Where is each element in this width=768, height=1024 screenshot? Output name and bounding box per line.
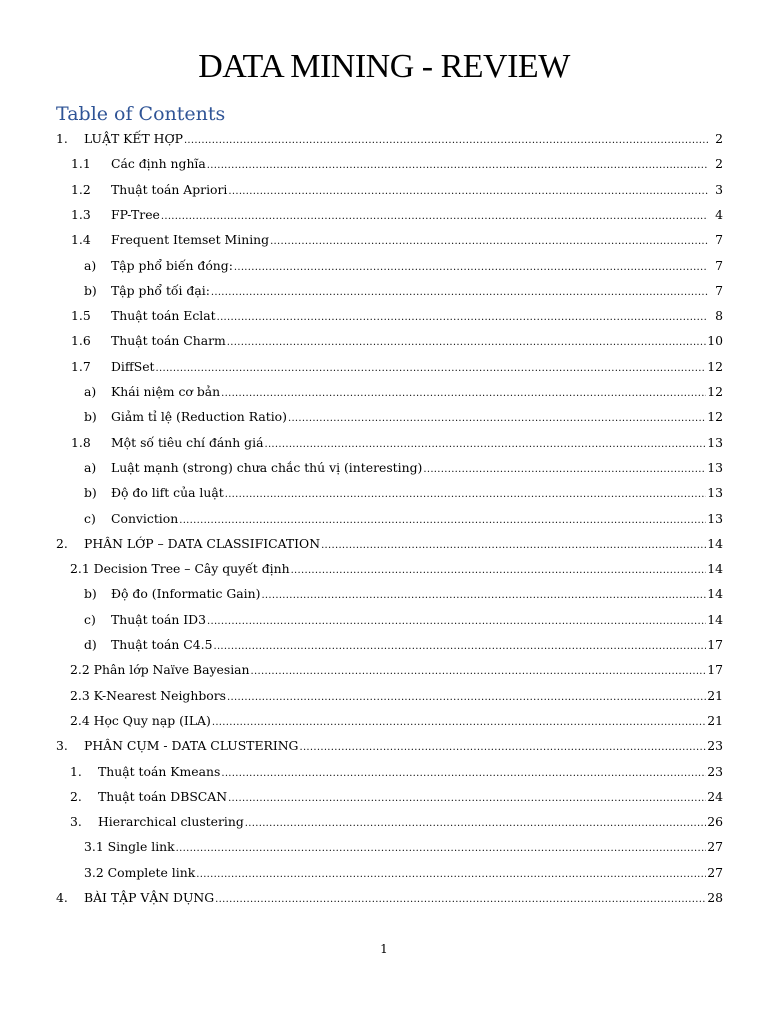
toc-entry-title: DiffSet: [111, 358, 155, 374]
toc-entry-page: 27: [707, 864, 723, 880]
toc-entry-number: b): [84, 282, 97, 298]
toc-entry[interactable]: [0, 281, 768, 301]
toc-entry-number: a): [84, 384, 97, 399]
toc-entry-page: 17: [707, 662, 723, 678]
toc-entry-page: 4: [715, 206, 723, 222]
toc-entry-title: Khái niệm cơ bản: [111, 384, 221, 399]
toc-entry-title: Conviction: [111, 510, 179, 526]
toc-leader-dots: [261, 586, 706, 606]
toc-entry-page: 14: [707, 586, 723, 602]
toc-entry[interactable]: [0, 256, 768, 276]
toc-entry-page: 21: [707, 712, 723, 728]
toc-leader-dots: [270, 232, 708, 252]
toc-leader-dots: [227, 333, 706, 353]
toc-entry[interactable]: [0, 559, 768, 579]
toc-entry-title: PHÂN CỤM - DATA CLUSTERING: [84, 738, 299, 754]
toc-entry-title: Thuật toán Eclat: [111, 308, 216, 324]
toc-leader-dots: [291, 561, 707, 581]
toc-entry-title: Luật mạnh (strong) chưa chắc thú vị (interesting): [111, 459, 423, 475]
toc-leader-dots: [161, 207, 708, 227]
toc-entry-number: 2.: [70, 788, 82, 804]
toc-entry[interactable]: [0, 534, 768, 554]
toc-entry-title: Độ đo (Informatic Gain): [111, 586, 261, 602]
toc-entry-title: Hierarchical clustering: [98, 814, 244, 830]
toc-entry-number: 3.: [56, 738, 68, 754]
toc-leader-dots: [213, 637, 706, 657]
toc-entry-title: 3.1 Single link: [84, 839, 175, 855]
toc-leader-dots: [221, 764, 706, 784]
toc-leader-dots: [245, 814, 706, 834]
toc-entry-number: 1.1: [71, 156, 91, 172]
toc-leader-dots: [196, 865, 706, 885]
toc-leader-dots: [234, 258, 708, 278]
toc-entry[interactable]: [0, 357, 768, 377]
toc-entry[interactable]: [0, 306, 768, 326]
toc-entry-number: b): [84, 485, 97, 501]
toc-entry[interactable]: [0, 433, 768, 453]
toc-entry-page: 13: [707, 434, 723, 450]
toc-entry-title: Thuật toán Apriori: [111, 181, 228, 197]
toc-entry-page: 14: [707, 561, 723, 577]
toc-entry-title: Các định nghĩa: [111, 156, 206, 172]
toc-entry-number: b): [84, 586, 97, 602]
toc-entry[interactable]: [0, 711, 768, 731]
toc-entry-title: Thuật toán ID3: [111, 611, 206, 627]
toc-entry-title: LUẬT KẾT HỢP: [84, 131, 183, 146]
toc-entry-title: PHÂN LỚP – DATA CLASSIFICATION: [84, 535, 321, 551]
toc-entry-number: 1.4: [71, 232, 91, 248]
toc-entry-number: 4.: [56, 890, 68, 905]
toc-entry-title: 2.4 Học Quy nạp (ILA): [70, 712, 211, 728]
toc-leader-dots: [225, 485, 707, 505]
toc-entry-page: 23: [707, 738, 723, 754]
toc-leader-dots: [228, 182, 708, 202]
page-number: 1: [380, 942, 388, 956]
toc-entry-number: 1.: [70, 763, 82, 779]
toc-leader-dots: [207, 612, 706, 632]
toc-leader-dots: [251, 662, 707, 682]
toc-entry-page: 28: [707, 890, 723, 905]
toc-leader-dots: [207, 156, 708, 176]
toc-heading: Table of Contents: [56, 103, 226, 125]
toc-entry[interactable]: [0, 584, 768, 604]
toc-leader-dots: [288, 409, 706, 429]
toc-entry-number: 1.3: [71, 206, 91, 222]
toc-entry-title: 2.2 Phân lớp Naïve Bayesian: [70, 662, 250, 678]
toc-entry[interactable]: [0, 509, 768, 529]
toc-entry-title: Một số tiêu chí đánh giá: [111, 434, 264, 450]
toc-leader-dots: [212, 713, 706, 733]
toc-entry-title: Thuật toán Charm: [111, 333, 226, 349]
toc-entry[interactable]: [0, 610, 768, 630]
toc-leader-dots: [221, 384, 706, 404]
toc-entry-page: 27: [707, 839, 723, 855]
toc-leader-dots: [423, 460, 706, 480]
toc-entry-page: 13: [707, 510, 723, 526]
toc-entry-page: 23: [707, 763, 723, 779]
toc-leader-dots: [228, 789, 706, 809]
toc-entry-page: 12: [707, 358, 723, 374]
toc-leader-dots: [211, 283, 708, 303]
toc-entry-page: 2: [715, 156, 723, 172]
toc-entry[interactable]: [0, 812, 768, 832]
toc-entry-title: Thuật toán Kmeans: [98, 763, 221, 779]
toc-entry-number: c): [84, 510, 96, 526]
toc-entry[interactable]: [0, 863, 768, 883]
toc-entry[interactable]: [0, 837, 768, 857]
toc-entry[interactable]: [0, 483, 768, 503]
toc-entry-page: 10: [707, 333, 723, 349]
toc-entry[interactable]: [0, 230, 768, 250]
toc-entry-page: 7: [715, 257, 723, 273]
toc-entry-page: 13: [707, 485, 723, 501]
toc-entry-page: 3: [715, 181, 723, 197]
toc-leader-dots: [227, 688, 706, 708]
toc-entry-title: Tập phổ tối đại:: [111, 282, 210, 298]
toc-entry-number: c): [84, 611, 96, 627]
toc-entry-title: Thuật toán DBSCAN: [98, 788, 228, 804]
toc-leader-dots: [179, 511, 706, 531]
toc-entry-page: 13: [707, 459, 723, 475]
toc-entry-page: 2: [715, 131, 723, 146]
toc-entry-number: d): [84, 637, 97, 652]
toc-leader-dots: [215, 890, 706, 910]
toc-leader-dots: [299, 738, 706, 758]
toc-entry-page: 12: [707, 384, 723, 399]
toc-entry-page: 14: [707, 611, 723, 627]
toc-entry[interactable]: [0, 331, 768, 351]
toc-entry-title: FP-Tree: [111, 206, 160, 222]
toc-entry[interactable]: [0, 635, 768, 655]
toc-entry[interactable]: [0, 686, 768, 706]
toc-entry-page: 12: [707, 409, 723, 425]
toc-entry-page: 7: [715, 232, 723, 248]
toc-entry-title: Thuật toán C4.5: [111, 637, 213, 652]
toc-entry-number: 1.5: [71, 308, 91, 324]
toc-entry-number: 2.: [56, 535, 68, 551]
toc-entry[interactable]: [0, 205, 768, 225]
document-title: DATA MINING - REVIEW: [198, 48, 570, 85]
toc-leader-dots: [321, 536, 706, 556]
toc-entry[interactable]: [0, 180, 768, 200]
toc-entry-page: 17: [707, 637, 723, 652]
toc-entry-number: a): [84, 459, 97, 475]
toc-entry-title: Tập phổ biến đóng:: [111, 257, 233, 273]
toc-entry-page: 21: [707, 687, 723, 703]
toc-leader-dots: [217, 308, 708, 328]
toc-entry-number: 1.2: [71, 181, 91, 197]
toc-leader-dots: [176, 839, 707, 859]
toc-leader-dots: [156, 359, 707, 379]
toc-entry-title: Độ đo lift của luật: [111, 485, 224, 501]
toc-entry[interactable]: [0, 129, 768, 149]
toc-entry[interactable]: [0, 154, 768, 174]
toc-entry[interactable]: [0, 382, 768, 402]
toc-entry-title: 2.1 Decision Tree – Cây quyết định: [70, 561, 290, 577]
toc-entry-title: 3.2 Complete link: [84, 864, 196, 880]
toc-entry[interactable]: [0, 762, 768, 782]
toc-entry-title: 2.3 K-Nearest Neighbors: [70, 687, 227, 703]
toc-entry-number: b): [84, 409, 97, 425]
toc-entry-page: 24: [707, 788, 723, 804]
toc-entry-number: 1.8: [71, 434, 91, 450]
toc-entry-title: Giảm tỉ lệ (Reduction Ratio): [111, 409, 287, 425]
toc-entry-page: 14: [707, 535, 723, 551]
toc-entry[interactable]: [0, 736, 768, 756]
toc-entry-number: a): [84, 257, 97, 273]
toc-leader-dots: [184, 131, 708, 151]
toc-entry[interactable]: [0, 407, 768, 427]
toc-entry-number: 1.: [56, 131, 68, 146]
toc-entry[interactable]: [0, 458, 768, 478]
toc-entry-page: 8: [715, 308, 723, 324]
toc-entry-number: 1.7: [71, 358, 91, 374]
toc-entry[interactable]: [0, 660, 768, 680]
toc-entry-title: BÀI TẬP VẬN DỤNG: [84, 890, 215, 905]
toc-entry-number: 3.: [70, 814, 82, 830]
toc-entry[interactable]: [0, 787, 768, 807]
toc-entry-page: 26: [707, 814, 723, 830]
toc-leader-dots: [264, 435, 706, 455]
toc-entry[interactable]: [0, 888, 768, 908]
toc-entry-page: 7: [715, 282, 723, 298]
toc-entry-number: 1.6: [71, 333, 91, 349]
toc-entry-title: Frequent Itemset Mining: [111, 232, 270, 248]
